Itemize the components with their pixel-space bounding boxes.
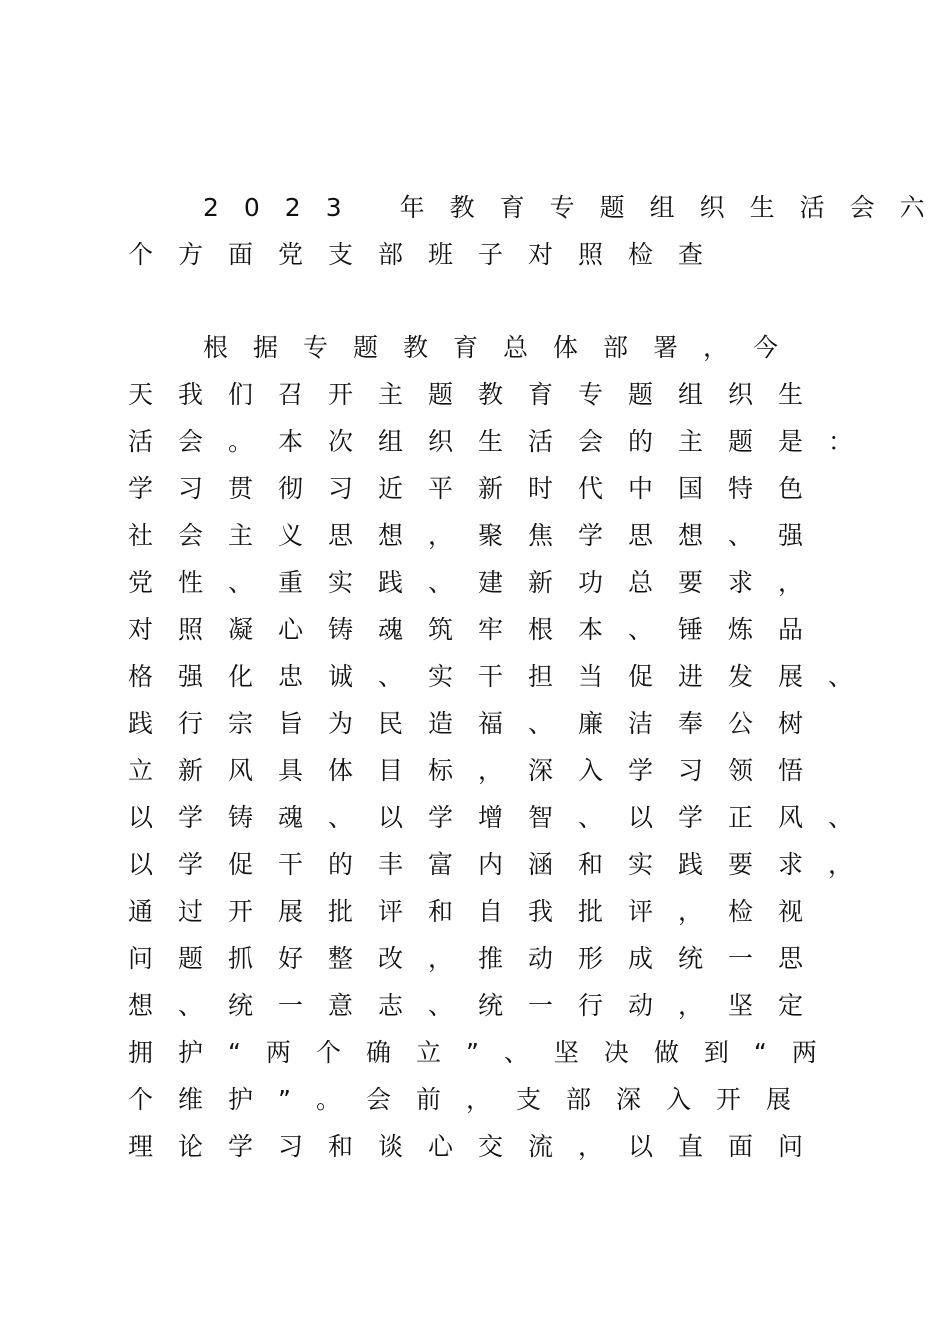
- body-line: 活会。本次组织生活会的主题是：: [128, 427, 879, 456]
- body-line: 根据专题教育总体部署，今: [203, 333, 804, 362]
- body-line: 党性、重实践、建新功总要求，: [128, 568, 829, 597]
- body-line: 立新风具体目标，深入学习领悟: [128, 756, 829, 785]
- body-paragraph: [128, 324, 908, 1170]
- document-body: [128, 184, 950, 1170]
- document-title: [128, 184, 950, 278]
- body-line: 以学铸魂、以学增智、以学正风、: [128, 803, 879, 832]
- title-line-1: 2023 年教育专题组织生活会六: [203, 193, 950, 222]
- body-line: 个维护”。会前，支部深入开展: [128, 1085, 816, 1114]
- body-line: 拥护“两个确立”、坚决做到“两: [128, 1038, 842, 1067]
- body-line: 社会主义思想，聚焦学思想、强: [128, 521, 829, 550]
- body-line: 想、统一意志、统一行动，坚定: [128, 991, 829, 1020]
- title-line-2: 个方面党支部班子对照检查: [128, 240, 729, 269]
- body-line: 格强化忠诚、实干担当促进发展、: [128, 662, 879, 691]
- body-line: 践行宗旨为民造福、廉洁奉公树: [128, 709, 829, 738]
- body-line: 理论学习和谈心交流，以直面问: [128, 1132, 829, 1161]
- body-line: 对照凝心铸魂筑牢根本、锤炼品: [128, 615, 829, 644]
- body-line: 学习贯彻习近平新时代中国特色: [128, 474, 829, 503]
- body-line: 通过开展批评和自我批评，检视: [128, 897, 829, 926]
- body-line: 以学促干的丰富内涵和实践要求，: [128, 850, 879, 879]
- body-line: 问题抓好整改，推动形成统一思: [128, 944, 829, 973]
- body-line: 天我们召开主题教育专题组织生: [128, 380, 829, 409]
